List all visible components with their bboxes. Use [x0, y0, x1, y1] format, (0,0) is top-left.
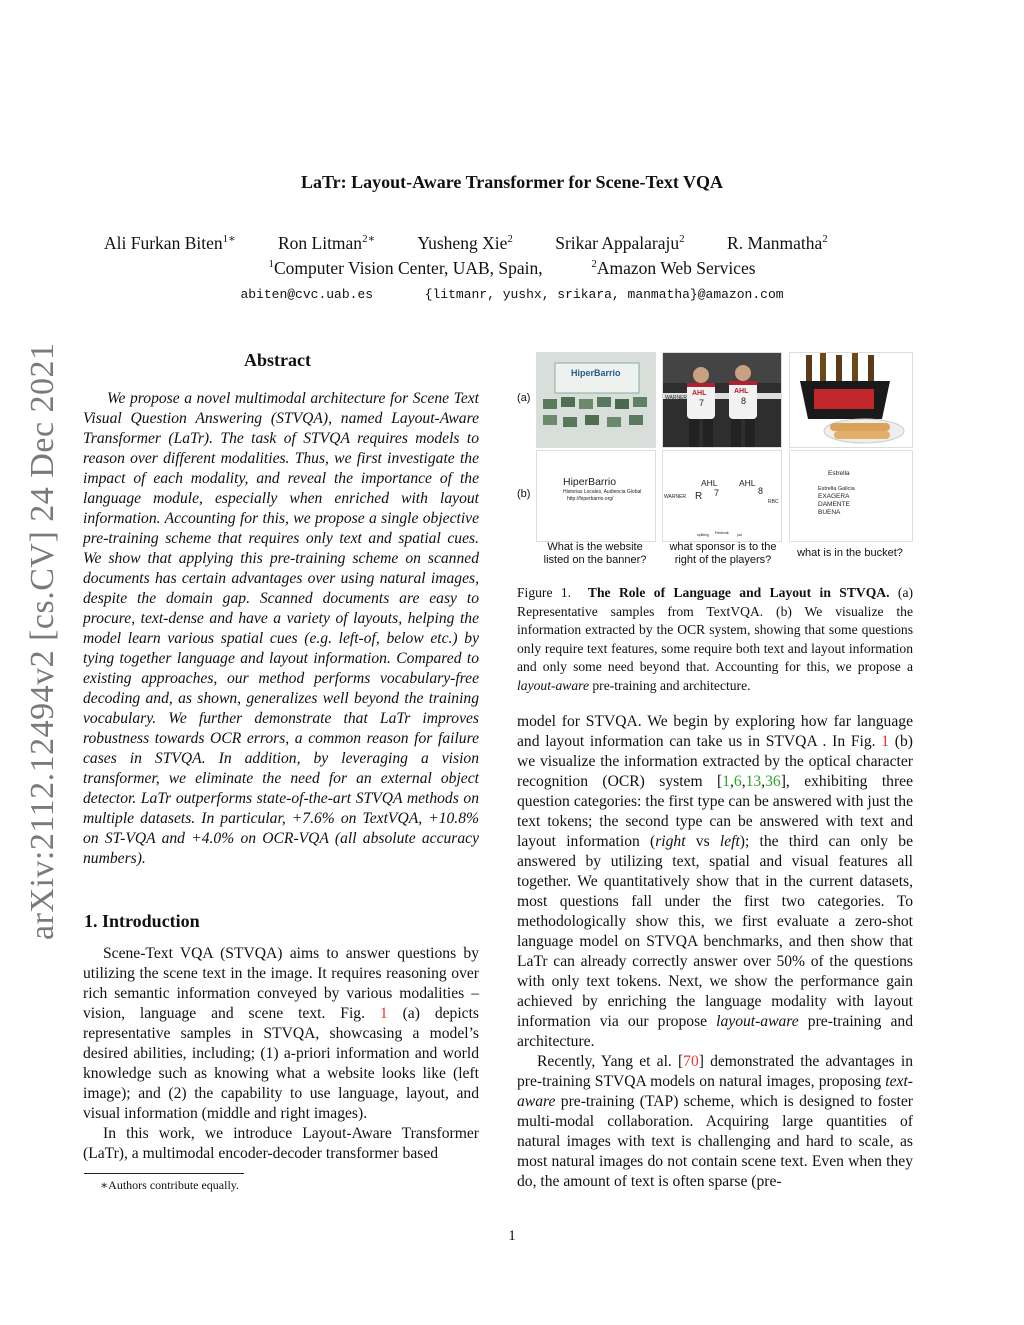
author-3: Yusheng Xie$^2$: [417, 233, 513, 253]
jersey-text-1: AHL: [692, 390, 707, 397]
banner-sign-text: HiperBarrio: [571, 368, 621, 378]
figure-row-b-label: (b): [517, 488, 531, 500]
paper-title: LaTr: Layout-Aware Transformer for Scene-Text VQA: [300, 172, 724, 192]
figure-image-players: [662, 352, 782, 448]
arxiv-stamp: arXiv:2112.12494v2 [cs.CV] 24 Dec 2021: [24, 342, 61, 940]
figure-image-bucket: [789, 352, 913, 448]
ocr-small-2: yal: [737, 533, 742, 537]
author-4: Srikar Appalaraju$^2$: [555, 233, 685, 253]
ocr-rbc: RBC: [768, 499, 779, 505]
author-1: Ali Furkan Biten$^{1∗}$: [104, 233, 236, 253]
ocr-bucket-line-4: BUENA: [818, 509, 841, 516]
question-1: What is the website listed on the banner?: [543, 541, 647, 566]
author-emails: [0, 287, 1024, 302]
ocr-bucket-line-1: Estrella Galicia: [818, 486, 855, 492]
introduction-left-text: [83, 944, 479, 1164]
ocr-number-7: 7: [714, 488, 720, 498]
citation-link[interactable]: 70: [683, 1053, 699, 1070]
footnote: ∗Authors contribute equally.: [100, 1178, 240, 1192]
ocr-bucket-line-3: DAMENTE: [818, 501, 850, 508]
ocr-panel-banner: [536, 450, 656, 542]
citation-link[interactable]: 6: [733, 773, 742, 790]
ocr-reebok: Reebok: [715, 530, 729, 535]
question-3: what is in the bucket?: [797, 547, 903, 559]
email-1: abiten@cvc.uab.es: [240, 287, 374, 302]
ocr-panel-bucket: [789, 450, 913, 542]
ocr-ahl-1: AHL: [701, 478, 718, 488]
figure-image-banner: [536, 352, 656, 448]
author-2: Ron Litman$^{2∗}$: [277, 233, 376, 253]
intro-paragraph-1: Scene-Text VQA (STVQA) aims to answer questions by utilizing the scene text in the image. It requires reasoning over rich semantic information conveyed by various modalities – vision, language and scene text. Fig. 1 (a) depicts representative samples in STVQA, showcasing a model’s desired abilities, including; (1) a-priori information and world knowledge such as knowing what a website looks like (left image); and (2) the capability to use language, layout, and visual information (middle and right images).: [83, 945, 479, 1122]
ocr-banner-line-2: http://hiperbarrio.org/: [567, 496, 614, 502]
jersey-text-2: AHL: [734, 388, 749, 395]
ocr-number-8: 8: [758, 486, 764, 496]
ocr-small-1: splitting: [697, 533, 709, 537]
figure-ref-link[interactable]: 1: [379, 1005, 388, 1022]
figure-caption: Figure 1. The Role of Language and Layout in STVQA. (a) Representative samples from TextVQA. (b) We visualize the information extracted by the OCR system, showing that some questions only require text features, some require both text and layout information and only some need beyond that. Accounting for this, we propose a layout-aware pre-training and architecture.: [517, 585, 913, 693]
jersey-number-2: 8: [741, 396, 747, 406]
email-2: {litmanr, yushx, srikara, manmatha}@amazon.com: [424, 287, 784, 302]
abstract-text: We propose a novel multimodal architecture for Scene Text Visual Question Answering (STVQA), named Layout-Aware Transformer (LaTr). The task of STVQA requires models to reason over different modalities. Thus, we first investigate the impact of each modality, and reveal the importance of the language module, especially when enriched with layout information. Accounting for this, we propose a single objective pre-training scheme that requires only text and spatial cues. We show that applying this pre-training scheme on scanned documents has certain advantages over using natural images, despite the domain gap. Scanned documents are easy to procure, text-dense and have a variety of layouts, helping the model learn various spatial cues (e.g. left-of, below etc.) by tying together language and layout information. Compared to existing approaches, our method performs vocabulary-free decoding and, as shown, generalizes well beyond the training vocabulary. We further demonstrate that LaTr improves robustness towards OCR errors, a common reason for failure cases in STVQA. In addition, by leveraging a vision transformer, we eliminate the need for an external object detector. LaTr outperforms state-of-the-art STVQA methods on multiple datasets. In particular, +7.6% on TextVQA, +10.8% on ST-VQA and +4.0% on OCR-VQA (all absolute accuracy numbers).: [83, 390, 479, 867]
intro-paragraph-3: model for STVQA. We begin by exploring how far language and layout information can take us in STVQA . In Fig. 1 (b) we visualize the information extracted by the optical character recognition (OCR) system [1,6,13,36], exhibiting three question categories: the first type can be answered with just the text tokens; the second type can be answered with text and layout information (right vs left); the third can only be answered by utilizing text, spatial and visual features all together. We quantitatively show that in the current datasets, most questions fall under the first two categories. To methodologically show this, we first evaluate a zero-shot language model on STVQA benchmarks, and then show that LaTr can already correctly answer over 50% of the questions with only text tokens. Next, we show the performance gain achieved by enriching the language modality with layout information via our propose layout-aware pre-training and architecture.: [517, 713, 914, 1050]
intro-paragraph-2: In this work, we introduce Layout-Aware Transformer (LaTr), a multimodal encoder-decoder transformer based: [83, 1125, 479, 1162]
ocr-ahl-2: AHL: [739, 478, 756, 488]
page-number: 1: [508, 1228, 516, 1244]
affiliations: $^1$Computer Vision Center, UAB, Spain, $^2$Amazon Web Services: [268, 258, 756, 278]
intro-paragraph-4: Recently, Yang et al. [70] demonstrated the advantages in pre-training STVQA models on natural images, proposing text-aware pre-training (TAP) scheme, which is designed to foster multi-modal collaboration. Acquiring large quantities of natural images with text is challenging and hard to scale, as most natural images do not contain scene text. Even when they do, the amount of text is often sparse (pre-: [517, 1053, 914, 1190]
footnote-rule: [84, 1173, 244, 1174]
citation-link[interactable]: 13: [745, 773, 762, 790]
question-2: what sponsor is to the right of the players?: [669, 541, 777, 566]
citation-link[interactable]: 1: [722, 773, 730, 790]
jersey-number-1: 7: [699, 398, 705, 408]
introduction-right-text: [517, 712, 913, 1192]
ocr-panel-players: [662, 450, 782, 542]
citation-link[interactable]: 36: [765, 773, 781, 790]
introduction-heading: 1. Introduction: [84, 911, 200, 931]
abstract-heading: Abstract: [244, 350, 311, 370]
bucket-photo: [790, 353, 912, 447]
ocr-banner-line-1: Historias Locales, Audiencia Global: [563, 489, 642, 495]
ocr-warner: WARNER: [664, 494, 687, 500]
figure-row-a-label: (a): [517, 392, 531, 404]
author-list: [104, 233, 828, 254]
ocr-letter-r: R: [695, 491, 703, 502]
board-warner-text: WARNER: [665, 395, 688, 401]
author-5: R. Manmatha$^2$: [727, 233, 828, 253]
ocr-bucket-line-2: EXAGERA: [818, 493, 850, 500]
ocr-banner-title: HiperBarrio: [563, 476, 617, 488]
figure-ref-link-2[interactable]: 1: [881, 733, 890, 750]
ocr-estrella: Estrella: [828, 470, 850, 477]
